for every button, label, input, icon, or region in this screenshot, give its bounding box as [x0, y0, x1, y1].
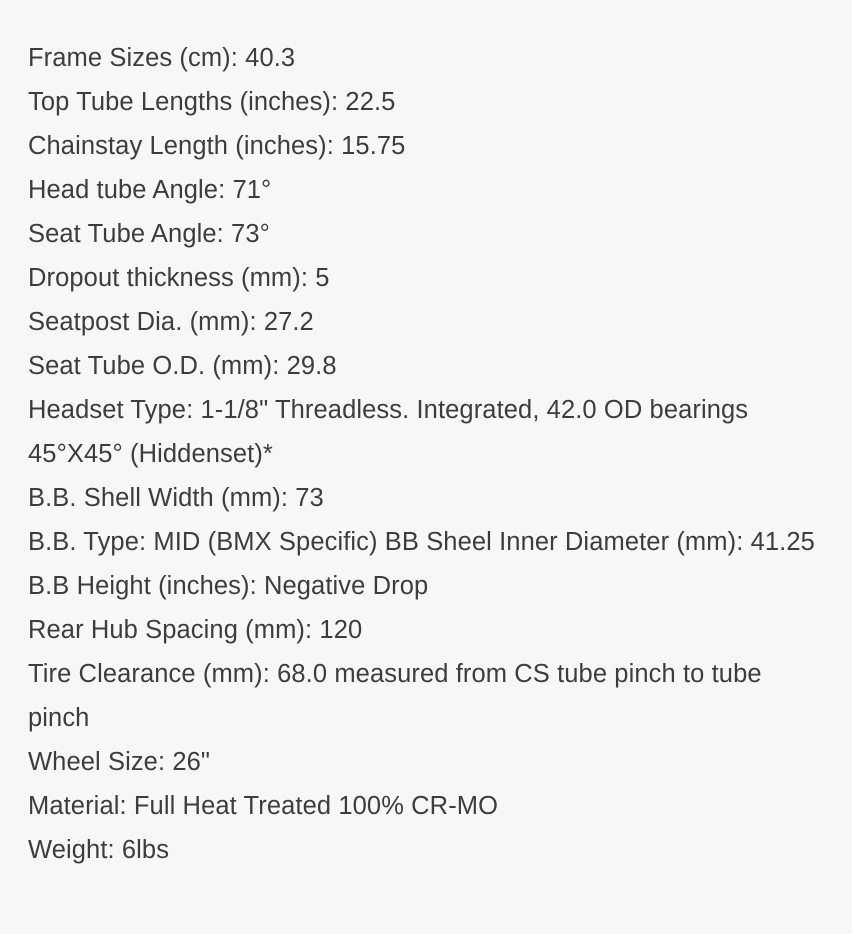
spec-label: B.B. Shell Width (mm): [28, 484, 296, 512]
spec-row [28, 344, 824, 388]
spec-row [28, 124, 824, 168]
spec-row [28, 564, 824, 608]
spec-value: 6lbs [121, 836, 170, 864]
spec-label: Dropout thickness (mm): [28, 264, 316, 292]
spec-label: Seatpost Dia. (mm): [28, 308, 264, 336]
spec-label: Wheel Size: [28, 748, 173, 776]
spec-value: 26" [172, 748, 211, 776]
spec-label: B.B. Type: [28, 528, 154, 556]
spec-row [28, 212, 824, 256]
spec-value: 73 [295, 484, 324, 512]
spec-row [28, 740, 824, 784]
spec-label: Frame Sizes (cm): [28, 44, 246, 72]
spec-row [28, 608, 824, 652]
spec-row [28, 520, 824, 564]
spec-row [28, 80, 824, 124]
spec-value: 29.8 [286, 352, 337, 380]
spec-value: 71° [232, 176, 272, 204]
spec-value: 5 [315, 264, 330, 292]
spec-value: 120 [319, 616, 363, 644]
spec-row [28, 168, 824, 212]
spec-value: MID (BMX Specific) BB Sheel Inner Diameter (mm): 41.25 [153, 528, 815, 556]
spec-row [28, 828, 824, 872]
spec-value: Full Heat Treated 100% CR-MO [133, 792, 499, 820]
spec-value: 40.3 [245, 44, 296, 72]
spec-label: Material: [28, 792, 134, 820]
spec-value: 1-1/8" Threadless. Integrated, 42.0 OD bearings 45°X45° (Hiddenset)* [28, 396, 749, 468]
spec-label: Weight: [28, 836, 122, 864]
spec-label: Tire Clearance (mm): [28, 660, 278, 688]
spec-value: 15.75 [341, 132, 406, 160]
spec-value: Negative Drop [263, 572, 429, 600]
spec-row [28, 784, 824, 828]
spec-label: Rear Hub Spacing (mm): [28, 616, 320, 644]
spec-value: 73° [231, 220, 270, 248]
spec-label: B.B Height (inches): [28, 572, 264, 600]
spec-label: Chainstay Length (inches): [28, 132, 342, 160]
spec-row [28, 300, 824, 344]
spec-row [28, 256, 824, 300]
spec-row [28, 388, 824, 476]
spec-label: Head tube Angle: [28, 176, 233, 204]
spec-value: 22.5 [345, 88, 396, 116]
spec-label: Seat Tube Angle: [28, 220, 232, 248]
spec-row [28, 476, 824, 520]
spec-row [28, 652, 824, 740]
spec-row [28, 36, 824, 80]
spec-label: Top Tube Lengths (inches): [28, 88, 346, 116]
spec-label: Seat Tube O.D. (mm): [28, 352, 287, 380]
spec-value: 68.0 measured from CS tube pinch to tube pinch [28, 660, 762, 732]
spec-value: 27.2 [263, 308, 314, 336]
spec-label: Headset Type: [28, 396, 201, 424]
